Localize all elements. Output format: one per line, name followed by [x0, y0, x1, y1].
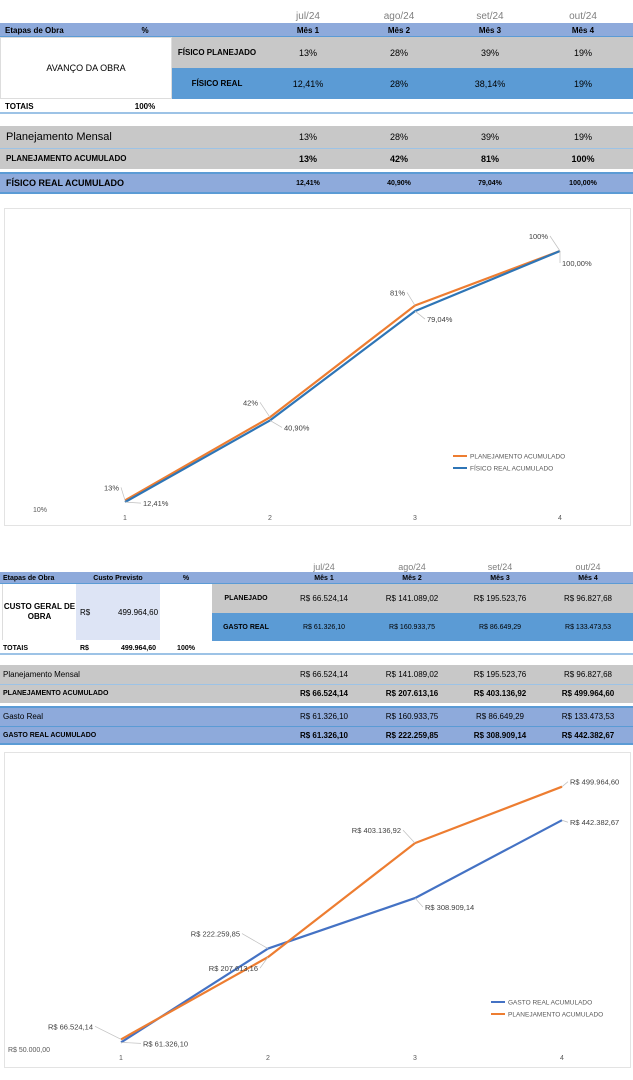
t2-gastoacum-m1: R$ 61.326,10	[299, 731, 349, 740]
t1-mensal-m1: 13%	[298, 132, 317, 142]
t2-header-custo: Custo Previsto	[93, 574, 143, 582]
t1-totais-value: 100%	[134, 102, 156, 111]
leader-line-0-2	[415, 898, 423, 907]
leader-line-1-3	[562, 782, 568, 787]
t2-planejado-label: PLANEJADO	[224, 595, 268, 602]
t2-planejado-m4: R$ 96.827,68	[563, 594, 613, 603]
leader-line-0-1	[260, 402, 270, 417]
leader-line-0-0	[121, 1042, 141, 1043]
chart2-container	[4, 752, 631, 1068]
t2-planejado-m2: R$ 141.089,02	[385, 594, 439, 603]
t2-gastoacum-m2: R$ 222.259,85	[385, 731, 439, 740]
series-line-0	[125, 251, 560, 500]
t2-gasto-m1: R$ 61.326,10	[302, 623, 346, 631]
t1-realacum-m1: 12,41%	[296, 179, 320, 187]
legend-label-1: FÍSICO REAL ACUMULADO	[470, 465, 554, 473]
t1-planejado-label: FÍSICO PLANEJADO	[177, 48, 257, 57]
data-label-1-3: 100,00%	[562, 259, 592, 268]
t1-totais-row	[0, 99, 633, 114]
legend-label-1: PLANEJAMENTO ACUMULADO	[508, 1011, 604, 1019]
x-tick-label-1: 1	[119, 1055, 123, 1062]
t2-gastoreal-label: Gasto Real	[3, 711, 44, 721]
t1-month-1: jul/24	[296, 10, 320, 22]
leader-line-1-0	[95, 1026, 121, 1039]
t2-mensal-m2: R$ 141.089,02	[385, 670, 439, 679]
data-label-1-1: R$ 207.613,16	[208, 964, 258, 974]
t1-header-mes-3: Mês 3	[478, 25, 502, 35]
x-tick-label-2: 2	[266, 1055, 270, 1062]
t1-mensal-m3: 39%	[480, 132, 499, 142]
legend-label-0: PLANEJAMENTO ACUMULADO	[470, 453, 566, 461]
leader-line-0-2	[407, 292, 415, 305]
data-label-0-1: R$ 222.259,85	[190, 929, 240, 939]
t1-header-pct: %	[141, 25, 149, 35]
t2-custo-value: 499.964,60	[118, 607, 159, 617]
t2-header-mes-3: Mês 3	[490, 574, 510, 582]
t1-header-etapas: Etapas de Obra	[5, 25, 64, 35]
t2-planejado-m3: R$ 195.523,76	[473, 594, 527, 603]
data-label-0-2: R$ 308.909,14	[425, 903, 475, 913]
t2-acum-m1: R$ 66.524,14	[299, 689, 349, 698]
y-axis-min-label: R$ 50.000,00	[8, 1047, 51, 1054]
data-label-1-0: R$ 66.524,14	[47, 1022, 93, 1032]
data-label-0-1: 42%	[242, 398, 258, 408]
leader-line-1-2	[403, 830, 415, 843]
t1-mensal-m4: 19%	[573, 132, 592, 142]
x-tick-label-3: 3	[413, 515, 417, 522]
t2-mensal-label: Planejamento Mensal	[3, 670, 80, 679]
t1-acum-label: PLANEJAMENTO ACUMULADO	[6, 154, 127, 163]
t2-gastoreal-m3: R$ 86.649,29	[475, 711, 525, 721]
t2-month-2: ago/24	[398, 561, 426, 572]
t2-gasto-m3: R$ 86.649,29	[478, 623, 522, 631]
t1-real-m3: 38,14%	[474, 78, 506, 89]
t1-totais-label: TOTAIS	[5, 102, 34, 111]
t2-month-1: jul/24	[313, 561, 335, 572]
t1-header-mes-4: Mês 4	[571, 25, 595, 35]
t1-acum-m3: 81%	[480, 153, 499, 164]
data-label-1-2: R$ 403.136,92	[351, 826, 401, 836]
t2-gasto-m2: R$ 160.933,75	[389, 623, 435, 631]
x-tick-label-4: 4	[560, 1055, 564, 1062]
t1-real-m4: 19%	[573, 78, 592, 89]
t1-mensal-label: Planejamento Mensal	[6, 131, 112, 143]
data-label-1-0: 12,41%	[143, 499, 169, 509]
t2-acum-m4: R$ 499.964,60	[561, 689, 615, 698]
x-tick-label-1: 1	[123, 515, 127, 522]
t2-totais-pct: 100%	[177, 644, 195, 652]
leader-line-1-2	[415, 311, 425, 319]
x-tick-label-2: 2	[268, 515, 272, 522]
t1-real-m2: 28%	[389, 78, 408, 89]
series-line-1	[125, 251, 560, 502]
t2-totais-value: 499.964,60	[121, 644, 157, 652]
leader-line-0-1	[242, 934, 268, 949]
t2-month-4: out/24	[575, 561, 601, 572]
t1-realacum-label: FÍSICO REAL ACUMULADO	[6, 178, 124, 188]
t2-custo-currency: R$	[80, 607, 91, 617]
chart1-container	[4, 208, 631, 526]
t2-mensal-m4: R$ 96.827,68	[563, 670, 613, 679]
t1-real-label: FÍSICO REAL	[191, 79, 243, 88]
t1-header-mes-2: Mês 2	[387, 25, 411, 35]
chart1-svg	[5, 209, 632, 527]
t2-gastoacum-label: GASTO REAL ACUMULADO	[3, 732, 97, 739]
t2-acum-m3: R$ 403.136,92	[473, 689, 527, 698]
t1-month-3: set/24	[476, 10, 504, 22]
data-label-0-3: 100%	[528, 232, 548, 241]
t2-gastoacum-m3: R$ 308.909,14	[473, 731, 527, 740]
t2-gastoreal-m2: R$ 160.933,75	[385, 711, 439, 721]
leader-line-0-0	[121, 487, 125, 500]
leader-line-0-3	[562, 820, 568, 822]
t2-month-3: set/24	[487, 561, 513, 572]
leader-line-1-0	[125, 502, 141, 503]
data-label-0-3: R$ 442.382,67	[570, 818, 620, 828]
t2-planejado-m1: R$ 66.524,14	[299, 594, 349, 603]
t1-realacum-m3: 79,04%	[478, 179, 502, 187]
t2-gasto-label: GASTO REAL	[223, 623, 269, 631]
t2-header-mes-2: Mês 2	[402, 574, 422, 582]
leader-line-0-3	[550, 236, 560, 251]
t2-mensal-m1: R$ 66.524,14	[299, 670, 349, 679]
t1-planejado-m1: 13%	[298, 47, 317, 58]
t1-acum-m4: 100%	[571, 153, 595, 164]
data-label-0-2: 81%	[389, 288, 405, 298]
data-label-1-3: R$ 499.964,60	[570, 777, 620, 787]
data-label-1-1: 40,90%	[284, 423, 310, 433]
t2-gastoreal-m1: R$ 61.326,10	[299, 711, 349, 721]
t2-gastoreal-m4: R$ 133.473,53	[561, 711, 615, 721]
series-line-0	[121, 820, 562, 1042]
t2-header-etapas: Etapas de Obra	[3, 574, 55, 582]
t2-acum-label: PLANEJAMENTO ACUMULADO	[3, 690, 109, 697]
t1-avanco-label: AVANÇO DA OBRA	[0, 37, 172, 99]
t1-planejado-m4: 19%	[573, 47, 592, 58]
t2-header-mes-1: Mês 1	[314, 574, 334, 582]
t2-header-pct: %	[182, 574, 190, 582]
x-tick-label-3: 3	[413, 1055, 417, 1062]
t1-real-m1: 12,41%	[292, 78, 324, 89]
t1-planejado-m2: 28%	[389, 47, 408, 58]
t1-month-4: out/24	[569, 10, 597, 22]
legend-label-0: GASTO REAL ACUMULADO	[508, 999, 593, 1007]
t1-header-mes-1: Mês 1	[296, 25, 320, 35]
data-label-1-2: 79,04%	[427, 315, 453, 325]
t2-header-mes-4: Mês 4	[578, 574, 598, 582]
t1-mensal-m2: 28%	[389, 132, 408, 142]
t1-acum-m2: 42%	[389, 153, 408, 164]
data-label-0-0: R$ 61.326,10	[143, 1039, 189, 1049]
t1-month-2: ago/24	[383, 10, 415, 22]
x-tick-label-4: 4	[558, 515, 562, 522]
t1-acum-m1: 13%	[298, 153, 317, 164]
chart2-svg	[5, 753, 632, 1069]
t1-planejado-m3: 39%	[480, 47, 499, 58]
t1-realacum-m2: 40,90%	[387, 179, 411, 187]
t2-gasto-m4: R$ 133.473,53	[565, 623, 611, 631]
t2-mensal-m3: R$ 195.523,76	[473, 670, 527, 679]
t2-acum-m2: R$ 207.613,16	[385, 689, 439, 698]
t2-totais-currency: R$	[80, 644, 89, 652]
t2-totais-label: TOTAIS	[3, 644, 29, 652]
leader-line-1-1	[270, 420, 282, 427]
t1-realacum-m4: 100,00%	[569, 179, 597, 187]
t2-custo-geral-label: CUSTO GERAL DE OBRA	[2, 584, 76, 640]
t2-gastoacum-m4: R$ 442.382,67	[561, 731, 615, 740]
data-label-0-0: 13%	[103, 483, 119, 493]
y-axis-min-label: 10%	[33, 507, 48, 514]
